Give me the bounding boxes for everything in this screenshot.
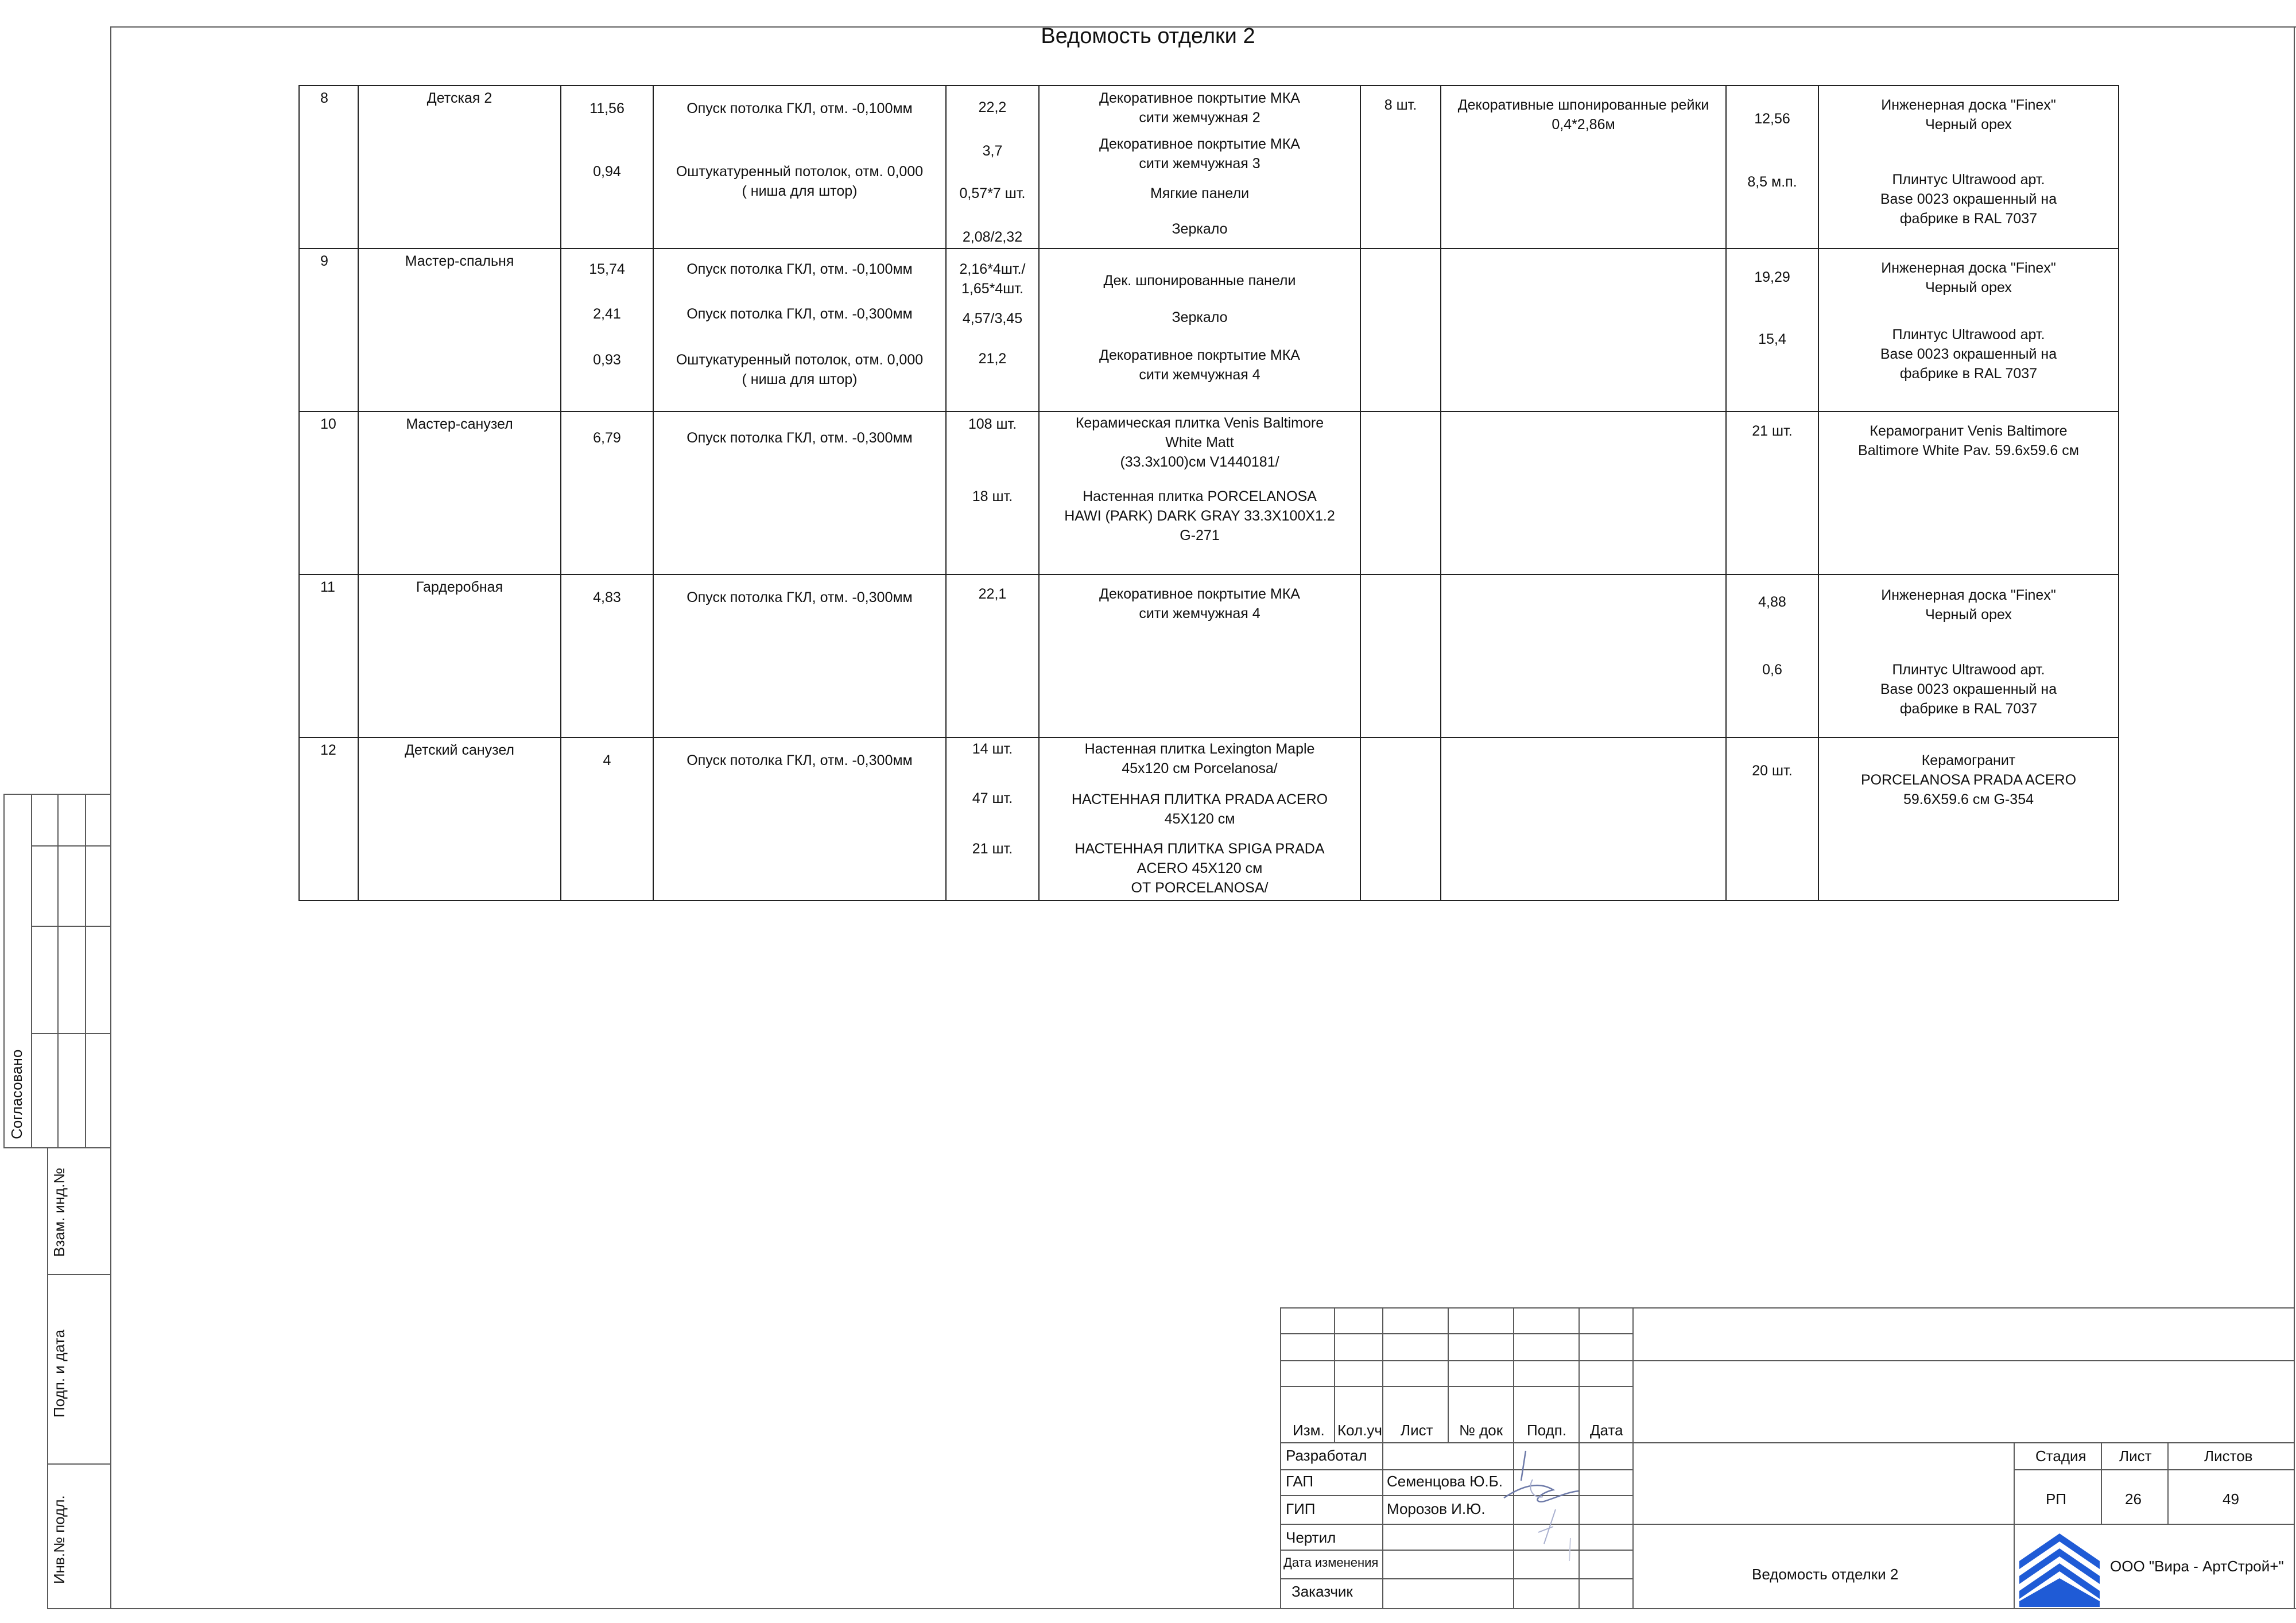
table-row: [299, 249, 2119, 411]
wall-qty: 18 шт.: [972, 488, 1013, 504]
company-name: ООО "Вира - АртСтрой+": [2110, 1558, 2284, 1575]
floor-desc: Керамогранит Venis Baltimore Baltimore White Pav. 59.6x59.6 см: [1858, 423, 2079, 459]
floor-desc: Керамогранит PORCELANOSA PRADA ACERO 59.6X59.6 см G-354: [1860, 752, 2077, 807]
ceil-area: 0,93: [593, 352, 621, 368]
room-name-cell: [358, 411, 561, 574]
room-number-cell: [299, 574, 358, 737]
date-changed-label: Дата изменения: [1283, 1555, 1379, 1570]
ceil-desc-cell: [653, 249, 946, 411]
ceil-desc: Опуск потолка ГКЛ, отм. -0,300мм: [687, 430, 913, 446]
col-date-label: Дата: [1590, 1422, 1623, 1439]
floor-desc-cell: [1818, 737, 2119, 900]
floor-desc: Инженерная доска "Finex" Черный орех: [1881, 97, 2056, 133]
sheets-total: 49: [2223, 1490, 2239, 1508]
wall-desc-cell: [1039, 249, 1360, 411]
ceil-desc-cell: [653, 411, 946, 574]
ceil-desc: Оштукатуренный потолок, отм. 0,000 ( ниша для штор): [676, 352, 924, 387]
wall-desc-cell: [1039, 737, 1360, 900]
wall-desc: НАСТЕННАЯ ПЛИТКА SPIGA PRADA ACERO 45X120 см ОТ PORCELANOSA/: [1075, 841, 1325, 896]
floor-qty-cell: [1726, 411, 1818, 574]
floor-desc-cell: [1818, 249, 2119, 411]
floor-desc: Инженерная доска "Finex" Черный орех: [1881, 587, 2056, 623]
extra-qty-cell: [1360, 86, 1441, 249]
developed-label: Разработал: [1286, 1447, 1367, 1464]
table-row: [299, 574, 2119, 737]
inv-original-label: Инв.№ подл.: [51, 1495, 68, 1584]
wall-desc-cell: [1039, 86, 1360, 249]
col-doc-label: № док: [1459, 1422, 1503, 1439]
wall-qty: 47 шт.: [972, 790, 1013, 806]
wall-qty-cell: [946, 574, 1039, 737]
floor-qty: 21 шт.: [1752, 423, 1793, 439]
wall-qty: 2,16*4шт./ 1,65*4шт.: [959, 261, 1026, 297]
room-number-cell: [299, 249, 358, 411]
room-number-cell: [299, 737, 358, 900]
wall-desc: Настенная плитка PORCELANOSA HAWI (PARK) DARK GRAY 33.3X100X1.2 G-271: [1064, 488, 1335, 543]
extra-qty-cell: [1360, 249, 1441, 411]
frame-left: [110, 26, 111, 1609]
wall-desc: Дек. шпонированные панели: [1103, 273, 1296, 289]
ceil-area: 6,79: [593, 430, 621, 446]
ceil-area: 15,74: [589, 261, 625, 277]
floor-qty: 19,29: [1754, 269, 1790, 285]
room-name: Мастер-санузел: [406, 416, 513, 432]
wall-desc: НАСТЕННАЯ ПЛИТКА PRADA ACERO 45X120 см: [1071, 791, 1328, 827]
extra-qty-cell: [1360, 411, 1441, 574]
ceil-area-cell: [561, 249, 653, 411]
room-number-cell: [299, 86, 358, 249]
wall-desc: Настенная плитка Lexington Maple 45x120 см Porcelanosa/: [1084, 741, 1315, 776]
extra-desc-cell: [1441, 411, 1726, 574]
gap-name: Семенцова Ю.Б.: [1387, 1473, 1503, 1490]
room-name: Гардеробная: [416, 579, 503, 595]
gip-name: Морозов И.Ю.: [1387, 1500, 1486, 1517]
frame-bottom: [47, 1608, 2296, 1609]
wall-qty: 22,2: [978, 99, 1007, 115]
wall-qty: 4,57/3,45: [962, 310, 1023, 327]
ceil-area: 11,56: [589, 100, 625, 117]
wall-desc-cell: [1039, 411, 1360, 574]
room-name-cell: [358, 86, 561, 249]
room-name-cell: [358, 574, 561, 737]
floor-qty-cell: [1726, 249, 1818, 411]
floor-qty: 12,56: [1754, 111, 1790, 127]
extra-desc: Декоративные шпонированные рейки 0,4*2,86м: [1457, 97, 1709, 133]
page-title: Ведомость отделки 2: [1041, 24, 1255, 48]
room-number: 10: [320, 416, 336, 432]
sign-date-label: Подп. и дата: [51, 1329, 68, 1418]
wall-qty: 21,2: [978, 351, 1007, 367]
room-number: 11: [320, 579, 335, 595]
sheets-label: Листов: [2204, 1447, 2253, 1465]
ceil-desc: Опуск потолка ГКЛ, отм. -0,300мм: [687, 589, 913, 605]
wall-desc: Декоративное покртытие МКА сити жемчужная 4: [1099, 347, 1300, 383]
stage-label: Стадия: [2035, 1447, 2086, 1465]
extra-desc-cell: [1441, 86, 1726, 249]
ceil-area: 0,94: [593, 164, 621, 180]
inv-replace-label: Взам. инд.№: [51, 1167, 68, 1257]
floor-qty-cell: [1726, 737, 1818, 900]
ceil-desc: Опуск потолка ГКЛ, отм. -0,100мм: [687, 261, 913, 277]
table-row: [299, 737, 2119, 900]
floor-desc-cell: [1818, 86, 2119, 249]
col-count-label: Кол.уч: [1337, 1422, 1382, 1439]
wall-qty: 2,08/2,32: [962, 229, 1023, 245]
gap-label: ГАП: [1286, 1473, 1314, 1490]
table-row: [299, 411, 2119, 574]
wall-qty-cell: [946, 249, 1039, 411]
wall-desc: Декоративное покртытие МКА сити жемчужная 2: [1099, 90, 1300, 126]
room-name: Детский санузел: [404, 742, 515, 758]
sheet-number: 26: [2125, 1490, 2142, 1508]
wall-desc: Керамическая плитка Venis Baltimore White Matt (33.3x100)см V1440181/: [1075, 415, 1324, 470]
wall-qty: 22,1: [978, 586, 1007, 602]
wall-qty: 0,57*7 шт.: [959, 185, 1026, 201]
table-row: [299, 86, 2119, 249]
drew-label: Чертил: [1286, 1529, 1336, 1546]
wall-desc: Зеркало: [1172, 309, 1228, 325]
wall-qty: 14 шт.: [972, 741, 1013, 757]
floor-qty: 15,4: [1758, 331, 1786, 347]
ceil-desc: Оштукатуренный потолок, отм. 0,000 ( ниша для штор): [676, 164, 924, 199]
floor-desc: Плинтус Ultrawood арт. Base 0023 окрашенный на фабрике в RAL 7037: [1880, 172, 2057, 227]
ceil-desc: Опуск потолка ГКЛ, отм. -0,300мм: [687, 306, 913, 322]
ceil-desc-cell: [653, 737, 946, 900]
finishing-schedule-table: [298, 85, 2119, 901]
ceil-area-cell: [561, 574, 653, 737]
floor-desc-cell: [1818, 574, 2119, 737]
floor-qty-cell: [1726, 86, 1818, 249]
wall-desc: Декоративное покртытие МКА сити жемчужная 4: [1099, 586, 1300, 622]
wall-qty: 21 шт.: [972, 841, 1013, 857]
ceil-area: 4,83: [593, 589, 621, 605]
company-logo-icon: [2019, 1527, 2100, 1607]
floor-qty: 8,5 м.п.: [1747, 174, 1797, 190]
wall-qty-cell: [946, 737, 1039, 900]
room-name: Мастер-спальня: [405, 253, 514, 269]
document-title: Ведомость отделки 2: [1752, 1566, 1899, 1583]
floor-qty-cell: [1726, 574, 1818, 737]
wall-qty-cell: [946, 86, 1039, 249]
floor-qty: 20 шт.: [1752, 763, 1793, 779]
ceil-area-cell: [561, 737, 653, 900]
signature: [1498, 1446, 1584, 1567]
frame-right: [2294, 26, 2295, 1609]
extra-desc-cell: [1441, 249, 1726, 411]
ceil-desc: Опуск потолка ГКЛ, отм. -0,300мм: [687, 752, 913, 768]
floor-qty: 0,6: [1762, 662, 1782, 678]
floor-desc: Плинтус Ultrawood арт. Base 0023 окрашенный на фабрике в RAL 7037: [1880, 327, 2057, 382]
wall-desc: Мягкие панели: [1150, 185, 1250, 201]
room-name-cell: [358, 737, 561, 900]
wall-qty-cell: [946, 411, 1039, 574]
room-number: 12: [320, 742, 336, 758]
room-number-cell: [299, 411, 358, 574]
sheet-label: Лист: [2119, 1447, 2152, 1465]
ceil-desc: Опуск потолка ГКЛ, отм. -0,100мм: [687, 100, 913, 117]
wall-desc: Декоративное покртытие МКА сити жемчужная 3: [1099, 136, 1300, 172]
floor-desc: Плинтус Ultrawood арт. Base 0023 окрашенный на фабрике в RAL 7037: [1880, 662, 2057, 717]
room-number: 9: [320, 253, 328, 269]
floor-qty: 4,88: [1758, 594, 1786, 610]
stage-value: РП: [2046, 1490, 2067, 1508]
ceil-desc-cell: [653, 86, 946, 249]
wall-qty: 108 шт.: [968, 416, 1017, 432]
col-sign-label: Подп.: [1527, 1422, 1567, 1439]
ceil-area-cell: [561, 86, 653, 249]
customer-label: Заказчик: [1292, 1583, 1353, 1600]
ceil-area-cell: [561, 411, 653, 574]
extra-desc-cell: [1441, 737, 1726, 900]
floor-desc: Инженерная доска "Finex" Черный орех: [1881, 260, 2056, 296]
room-name-cell: [358, 249, 561, 411]
wall-desc-cell: [1039, 574, 1360, 737]
ceil-area: 2,41: [593, 306, 621, 322]
agreed-label: Согласовано: [8, 1049, 25, 1139]
wall-desc: Зеркало: [1172, 221, 1228, 237]
room-name: Детская 2: [426, 90, 492, 106]
gip-label: ГИП: [1286, 1500, 1316, 1517]
ceil-area: 4: [603, 752, 611, 768]
ceil-desc-cell: [653, 574, 946, 737]
room-number: 8: [320, 90, 328, 106]
extra-qty-cell: [1360, 737, 1441, 900]
col-change-label: Изм.: [1293, 1422, 1325, 1439]
col-sheet-label: Лист: [1401, 1422, 1433, 1439]
extra-qty: 8 шт.: [1384, 97, 1417, 113]
wall-qty: 3,7: [982, 143, 1003, 159]
extra-qty-cell: [1360, 574, 1441, 737]
extra-desc-cell: [1441, 574, 1726, 737]
floor-desc-cell: [1818, 411, 2119, 574]
